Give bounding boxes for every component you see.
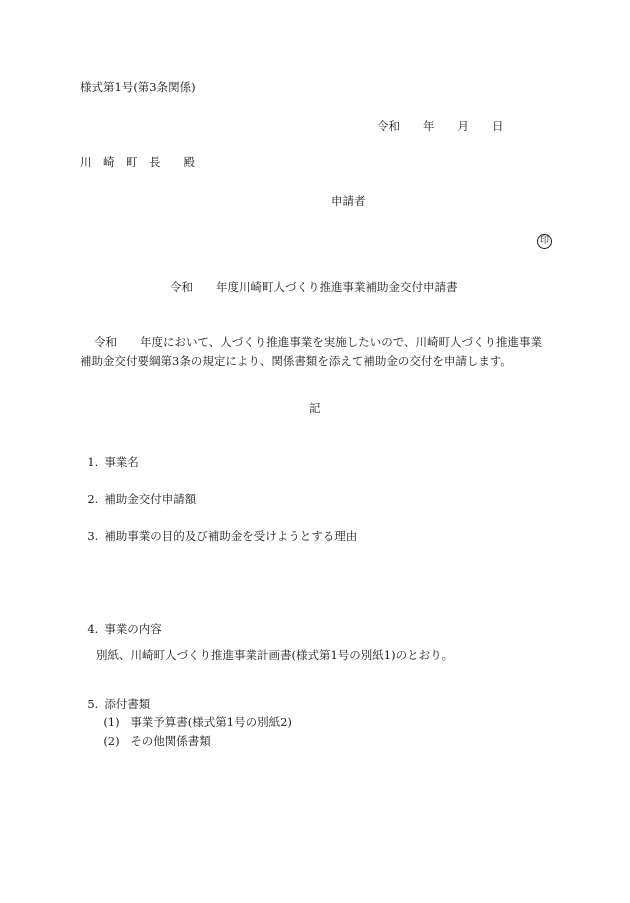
addressee: 川 崎 町 長 殿: [80, 155, 195, 169]
attachment-other: [96, 724, 211, 747]
item-project-content: [80, 612, 162, 635]
body-text-line-2: 補助金交付要綱第3条の規定により、関係書類を添えて補助金の交付を申請します。: [80, 354, 512, 368]
body-text-line-1: 令和 年度において、人づくり推進事業を実施したいので、川崎町人づくり推進事業: [94, 335, 543, 349]
item-project-content-detail: 別紙、川崎町人づくり推進事業計画書(様式第1号の別紙1)のとおり。: [96, 648, 454, 662]
form-number-label: 様式第1号(第3条関係): [80, 80, 196, 94]
attachment-number: (1): [103, 714, 120, 729]
item-number: 4.: [87, 621, 99, 636]
item-number: 5.: [87, 696, 99, 711]
document-title: 令和 年度川崎町人づくり推進事業補助金交付申請書: [170, 280, 458, 294]
item-label: 添付書類: [104, 696, 151, 711]
item-purpose-reason: [80, 519, 357, 542]
item-project-name: [80, 445, 139, 468]
ki-heading: 記: [309, 401, 321, 415]
attachment-number: (2): [103, 733, 120, 748]
item-label: 事業の内容: [104, 621, 162, 636]
item-number: 1.: [87, 454, 99, 469]
application-date: 令和 年 月 日: [377, 119, 504, 133]
applicant-label: 申請者: [331, 194, 366, 208]
item-number: 2.: [87, 491, 99, 506]
seal-icon: 印: [537, 234, 552, 249]
attachment-label: 事業予算書(様式第1号の別紙2): [130, 714, 292, 729]
attachment-label: その他関係書類: [130, 733, 211, 748]
item-label: 補助金交付申請額: [104, 491, 197, 506]
item-requested-amount: [80, 482, 196, 505]
item-number: 3.: [87, 528, 99, 543]
item-label: 補助事業の目的及び補助金を受けようとする理由: [104, 528, 358, 543]
item-label: 事業名: [104, 454, 139, 469]
